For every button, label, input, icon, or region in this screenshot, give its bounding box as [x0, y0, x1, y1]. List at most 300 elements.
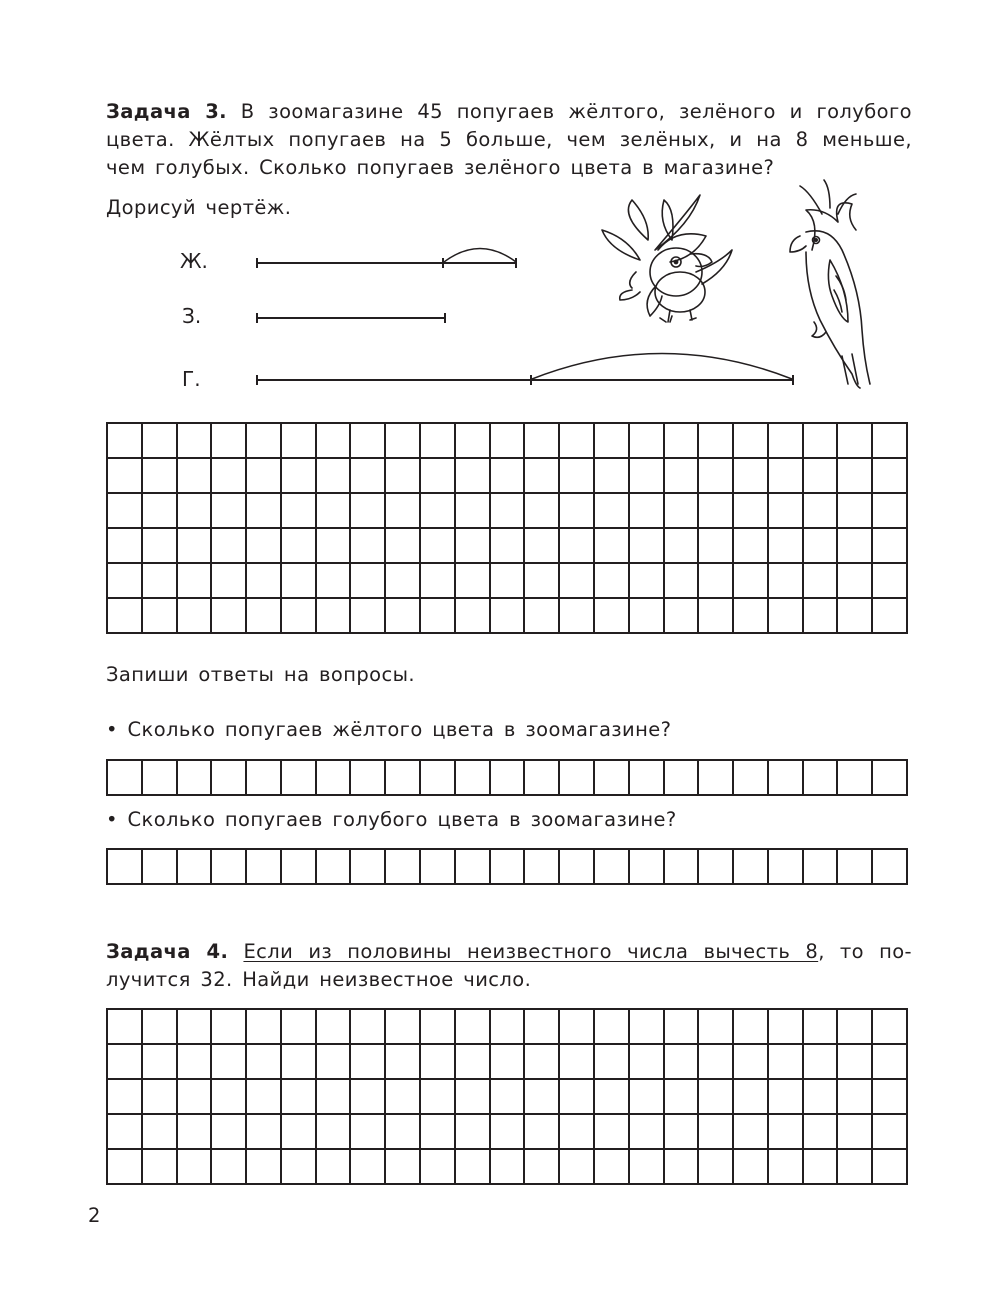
grid-cell[interactable] — [108, 599, 143, 634]
grid-cell[interactable] — [769, 1080, 804, 1115]
grid-cell[interactable] — [282, 459, 317, 494]
grid-cell[interactable] — [699, 1045, 734, 1080]
grid-cell[interactable] — [804, 1115, 839, 1150]
grid-cell[interactable] — [630, 599, 665, 634]
grid-cell[interactable] — [143, 1045, 178, 1080]
grid-cell[interactable] — [212, 599, 247, 634]
grid-cell[interactable] — [143, 1080, 178, 1115]
grid-cell[interactable] — [317, 761, 352, 796]
grid-cell[interactable] — [456, 1010, 491, 1045]
grid-cell[interactable] — [630, 564, 665, 599]
grid-cell[interactable] — [178, 599, 213, 634]
grid-cell[interactable] — [108, 564, 143, 599]
grid-cell[interactable] — [386, 850, 421, 885]
grid-cell[interactable] — [699, 564, 734, 599]
answer-yellow-grid[interactable] — [106, 759, 908, 796]
grid-cell[interactable] — [525, 424, 560, 459]
grid-cell[interactable] — [108, 1115, 143, 1150]
task3-answer-grid[interactable] — [106, 422, 908, 634]
grid-cell[interactable] — [456, 1080, 491, 1115]
grid-cell[interactable] — [838, 1150, 873, 1185]
grid-cell[interactable] — [178, 1080, 213, 1115]
grid-cell[interactable] — [491, 599, 526, 634]
grid-cell[interactable] — [491, 459, 526, 494]
grid-cell[interactable] — [178, 424, 213, 459]
grid-cell[interactable] — [630, 1080, 665, 1115]
grid-cell[interactable] — [317, 599, 352, 634]
grid-cell[interactable] — [804, 459, 839, 494]
grid-cell[interactable] — [699, 529, 734, 564]
grid-cell[interactable] — [804, 494, 839, 529]
grid-cell[interactable] — [769, 599, 804, 634]
grid-cell[interactable] — [178, 761, 213, 796]
grid-cell[interactable] — [630, 494, 665, 529]
grid-cell[interactable] — [595, 599, 630, 634]
grid-cell[interactable] — [665, 599, 700, 634]
grid-cell[interactable] — [456, 1115, 491, 1150]
grid-cell[interactable] — [491, 1010, 526, 1045]
grid-cell[interactable] — [491, 564, 526, 599]
grid-cell[interactable] — [873, 850, 908, 885]
grid-cell[interactable] — [212, 459, 247, 494]
grid-cell[interactable] — [734, 459, 769, 494]
grid-cell[interactable] — [456, 424, 491, 459]
grid-cell[interactable] — [386, 1080, 421, 1115]
grid-cell[interactable] — [769, 564, 804, 599]
grid-cell[interactable] — [525, 761, 560, 796]
grid-cell[interactable] — [838, 424, 873, 459]
grid-cell[interactable] — [630, 1115, 665, 1150]
grid-cell[interactable] — [595, 1010, 630, 1045]
grid-cell[interactable] — [351, 1115, 386, 1150]
grid-cell[interactable] — [804, 850, 839, 885]
grid-cell[interactable] — [351, 494, 386, 529]
grid-cell[interactable] — [317, 850, 352, 885]
grid-cell[interactable] — [247, 529, 282, 564]
grid-cell[interactable] — [421, 850, 456, 885]
grid-cell[interactable] — [873, 1080, 908, 1115]
grid-cell[interactable] — [108, 424, 143, 459]
grid-cell[interactable] — [665, 1080, 700, 1115]
grid-cell[interactable] — [317, 494, 352, 529]
grid-cell[interactable] — [317, 1080, 352, 1115]
grid-cell[interactable] — [317, 459, 352, 494]
grid-cell[interactable] — [178, 494, 213, 529]
grid-cell[interactable] — [282, 761, 317, 796]
grid-cell[interactable] — [108, 1150, 143, 1185]
grid-cell[interactable] — [212, 424, 247, 459]
grid-cell[interactable] — [143, 1150, 178, 1185]
grid-cell[interactable] — [838, 1010, 873, 1045]
grid-cell[interactable] — [386, 1150, 421, 1185]
grid-cell[interactable] — [769, 529, 804, 564]
grid-cell[interactable] — [665, 850, 700, 885]
grid-cell[interactable] — [734, 1115, 769, 1150]
grid-cell[interactable] — [560, 850, 595, 885]
grid-cell[interactable] — [178, 1045, 213, 1080]
grid-cell[interactable] — [212, 850, 247, 885]
grid-cell[interactable] — [873, 1115, 908, 1150]
grid-cell[interactable] — [386, 529, 421, 564]
grid-cell[interactable] — [804, 1150, 839, 1185]
grid-cell[interactable] — [595, 529, 630, 564]
grid-cell[interactable] — [351, 1080, 386, 1115]
grid-cell[interactable] — [699, 761, 734, 796]
grid-cell[interactable] — [699, 494, 734, 529]
grid-cell[interactable] — [630, 459, 665, 494]
grid-cell[interactable] — [247, 459, 282, 494]
grid-cell[interactable] — [282, 850, 317, 885]
grid-cell[interactable] — [282, 424, 317, 459]
grid-cell[interactable] — [247, 564, 282, 599]
grid-cell[interactable] — [873, 494, 908, 529]
grid-cell[interactable] — [595, 850, 630, 885]
grid-cell[interactable] — [769, 1115, 804, 1150]
grid-cell[interactable] — [282, 1080, 317, 1115]
grid-cell[interactable] — [525, 564, 560, 599]
grid-cell[interactable] — [769, 459, 804, 494]
grid-cell[interactable] — [734, 850, 769, 885]
grid-cell[interactable] — [108, 529, 143, 564]
grid-cell[interactable] — [351, 850, 386, 885]
grid-cell[interactable] — [560, 1080, 595, 1115]
grid-cell[interactable] — [838, 459, 873, 494]
grid-cell[interactable] — [665, 459, 700, 494]
grid-cell[interactable] — [282, 599, 317, 634]
grid-cell[interactable] — [838, 1045, 873, 1080]
grid-cell[interactable] — [282, 1150, 317, 1185]
grid-cell[interactable] — [108, 1010, 143, 1045]
grid-cell[interactable] — [560, 599, 595, 634]
grid-cell[interactable] — [247, 761, 282, 796]
grid-cell[interactable] — [769, 1045, 804, 1080]
grid-cell[interactable] — [212, 1115, 247, 1150]
grid-cell[interactable] — [665, 529, 700, 564]
grid-cell[interactable] — [247, 1150, 282, 1185]
grid-cell[interactable] — [386, 1045, 421, 1080]
grid-cell[interactable] — [212, 1150, 247, 1185]
grid-cell[interactable] — [178, 1150, 213, 1185]
grid-cell[interactable] — [386, 761, 421, 796]
grid-cell[interactable] — [560, 1045, 595, 1080]
grid-cell[interactable] — [838, 494, 873, 529]
grid-cell[interactable] — [212, 761, 247, 796]
grid-cell[interactable] — [143, 1010, 178, 1045]
grid-cell[interactable] — [421, 599, 456, 634]
grid-cell[interactable] — [212, 1045, 247, 1080]
grid-cell[interactable] — [421, 1080, 456, 1115]
grid-cell[interactable] — [421, 1045, 456, 1080]
grid-cell[interactable] — [143, 850, 178, 885]
grid-cell[interactable] — [630, 424, 665, 459]
grid-cell[interactable] — [630, 1150, 665, 1185]
grid-cell[interactable] — [421, 1150, 456, 1185]
grid-cell[interactable] — [838, 850, 873, 885]
grid-cell[interactable] — [769, 761, 804, 796]
grid-cell[interactable] — [665, 1115, 700, 1150]
grid-cell[interactable] — [212, 1080, 247, 1115]
grid-cell[interactable] — [351, 1010, 386, 1045]
grid-cell[interactable] — [143, 529, 178, 564]
grid-cell[interactable] — [317, 529, 352, 564]
grid-cell[interactable] — [525, 529, 560, 564]
grid-cell[interactable] — [630, 1010, 665, 1045]
grid-cell[interactable] — [421, 494, 456, 529]
grid-cell[interactable] — [838, 599, 873, 634]
grid-cell[interactable] — [491, 1150, 526, 1185]
grid-cell[interactable] — [421, 1115, 456, 1150]
grid-cell[interactable] — [734, 494, 769, 529]
grid-cell[interactable] — [421, 564, 456, 599]
grid-cell[interactable] — [386, 1010, 421, 1045]
grid-cell[interactable] — [421, 1010, 456, 1045]
grid-cell[interactable] — [178, 1010, 213, 1045]
grid-cell[interactable] — [491, 1080, 526, 1115]
grid-cell[interactable] — [665, 424, 700, 459]
grid-cell[interactable] — [699, 1010, 734, 1045]
grid-cell[interactable] — [769, 850, 804, 885]
grid-cell[interactable] — [247, 599, 282, 634]
grid-cell[interactable] — [525, 850, 560, 885]
grid-cell[interactable] — [665, 761, 700, 796]
grid-cell[interactable] — [769, 424, 804, 459]
grid-cell[interactable] — [873, 424, 908, 459]
grid-cell[interactable] — [108, 1080, 143, 1115]
grid-cell[interactable] — [351, 1150, 386, 1185]
grid-cell[interactable] — [873, 1045, 908, 1080]
grid-cell[interactable] — [421, 529, 456, 564]
grid-cell[interactable] — [143, 599, 178, 634]
grid-cell[interactable] — [456, 529, 491, 564]
grid-cell[interactable] — [560, 529, 595, 564]
grid-cell[interactable] — [804, 1045, 839, 1080]
grid-cell[interactable] — [386, 494, 421, 529]
grid-cell[interactable] — [734, 1045, 769, 1080]
grid-cell[interactable] — [734, 1010, 769, 1045]
grid-cell[interactable] — [456, 761, 491, 796]
grid-cell[interactable] — [247, 494, 282, 529]
grid-cell[interactable] — [665, 1150, 700, 1185]
grid-cell[interactable] — [456, 850, 491, 885]
grid-cell[interactable] — [386, 1115, 421, 1150]
grid-cell[interactable] — [491, 850, 526, 885]
grid-cell[interactable] — [595, 1080, 630, 1115]
grid-cell[interactable] — [143, 1115, 178, 1150]
grid-cell[interactable] — [491, 1115, 526, 1150]
grid-cell[interactable] — [734, 599, 769, 634]
grid-cell[interactable] — [595, 564, 630, 599]
grid-cell[interactable] — [351, 424, 386, 459]
grid-cell[interactable] — [143, 761, 178, 796]
grid-cell[interactable] — [386, 459, 421, 494]
grid-cell[interactable] — [665, 564, 700, 599]
grid-cell[interactable] — [178, 459, 213, 494]
grid-cell[interactable] — [143, 564, 178, 599]
grid-cell[interactable] — [351, 599, 386, 634]
grid-cell[interactable] — [212, 564, 247, 599]
grid-cell[interactable] — [734, 761, 769, 796]
grid-cell[interactable] — [873, 529, 908, 564]
grid-cell[interactable] — [630, 850, 665, 885]
grid-cell[interactable] — [560, 424, 595, 459]
grid-cell[interactable] — [560, 494, 595, 529]
grid-cell[interactable] — [665, 1045, 700, 1080]
grid-cell[interactable] — [282, 1045, 317, 1080]
grid-cell[interactable] — [525, 599, 560, 634]
grid-cell[interactable] — [317, 1115, 352, 1150]
grid-cell[interactable] — [873, 459, 908, 494]
grid-cell[interactable] — [838, 1115, 873, 1150]
grid-cell[interactable] — [525, 1045, 560, 1080]
grid-cell[interactable] — [491, 761, 526, 796]
grid-cell[interactable] — [525, 1115, 560, 1150]
grid-cell[interactable] — [595, 761, 630, 796]
grid-cell[interactable] — [143, 459, 178, 494]
grid-cell[interactable] — [351, 459, 386, 494]
grid-cell[interactable] — [317, 564, 352, 599]
grid-cell[interactable] — [560, 564, 595, 599]
grid-cell[interactable] — [456, 459, 491, 494]
grid-cell[interactable] — [491, 1045, 526, 1080]
grid-cell[interactable] — [247, 850, 282, 885]
grid-cell[interactable] — [456, 599, 491, 634]
grid-cell[interactable] — [804, 564, 839, 599]
grid-cell[interactable] — [595, 1115, 630, 1150]
grid-cell[interactable] — [317, 1150, 352, 1185]
grid-cell[interactable] — [456, 1150, 491, 1185]
grid-cell[interactable] — [699, 1115, 734, 1150]
grid-cell[interactable] — [630, 761, 665, 796]
grid-cell[interactable] — [491, 494, 526, 529]
grid-cell[interactable] — [178, 1115, 213, 1150]
grid-cell[interactable] — [525, 1080, 560, 1115]
grid-cell[interactable] — [282, 564, 317, 599]
grid-cell[interactable] — [386, 599, 421, 634]
grid-cell[interactable] — [247, 1010, 282, 1045]
grid-cell[interactable] — [317, 1010, 352, 1045]
task4-answer-grid[interactable] — [106, 1008, 908, 1185]
grid-cell[interactable] — [699, 1150, 734, 1185]
grid-cell[interactable] — [108, 459, 143, 494]
grid-cell[interactable] — [351, 761, 386, 796]
grid-cell[interactable] — [421, 761, 456, 796]
grid-cell[interactable] — [595, 459, 630, 494]
grid-cell[interactable] — [734, 529, 769, 564]
grid-cell[interactable] — [317, 424, 352, 459]
grid-cell[interactable] — [143, 494, 178, 529]
grid-cell[interactable] — [212, 494, 247, 529]
grid-cell[interactable] — [804, 599, 839, 634]
grid-cell[interactable] — [525, 1010, 560, 1045]
grid-cell[interactable] — [804, 424, 839, 459]
grid-cell[interactable] — [699, 1080, 734, 1115]
grid-cell[interactable] — [108, 1045, 143, 1080]
grid-cell[interactable] — [178, 850, 213, 885]
grid-cell[interactable] — [317, 1045, 352, 1080]
grid-cell[interactable] — [421, 459, 456, 494]
grid-cell[interactable] — [525, 459, 560, 494]
grid-cell[interactable] — [560, 459, 595, 494]
grid-cell[interactable] — [734, 1150, 769, 1185]
grid-cell[interactable] — [804, 529, 839, 564]
grid-cell[interactable] — [734, 1080, 769, 1115]
grid-cell[interactable] — [595, 424, 630, 459]
grid-cell[interactable] — [351, 1045, 386, 1080]
grid-cell[interactable] — [769, 1010, 804, 1045]
grid-cell[interactable] — [595, 1045, 630, 1080]
grid-cell[interactable] — [351, 564, 386, 599]
grid-cell[interactable] — [247, 1115, 282, 1150]
grid-cell[interactable] — [873, 1150, 908, 1185]
grid-cell[interactable] — [421, 424, 456, 459]
grid-cell[interactable] — [456, 1045, 491, 1080]
grid-cell[interactable] — [282, 1115, 317, 1150]
grid-cell[interactable] — [282, 494, 317, 529]
grid-cell[interactable] — [525, 494, 560, 529]
grid-cell[interactable] — [595, 1150, 630, 1185]
grid-cell[interactable] — [873, 1010, 908, 1045]
grid-cell[interactable] — [699, 424, 734, 459]
grid-cell[interactable] — [456, 564, 491, 599]
grid-cell[interactable] — [630, 1045, 665, 1080]
grid-cell[interactable] — [212, 529, 247, 564]
grid-cell[interactable] — [699, 459, 734, 494]
grid-cell[interactable] — [699, 599, 734, 634]
grid-cell[interactable] — [386, 424, 421, 459]
grid-cell[interactable] — [282, 1010, 317, 1045]
grid-cell[interactable] — [804, 1080, 839, 1115]
grid-cell[interactable] — [665, 1010, 700, 1045]
grid-cell[interactable] — [734, 424, 769, 459]
grid-cell[interactable] — [734, 564, 769, 599]
grid-cell[interactable] — [491, 424, 526, 459]
grid-cell[interactable] — [595, 494, 630, 529]
answer-blue-grid[interactable] — [106, 848, 908, 885]
grid-cell[interactable] — [873, 599, 908, 634]
grid-cell[interactable] — [491, 529, 526, 564]
grid-cell[interactable] — [873, 761, 908, 796]
grid-cell[interactable] — [247, 424, 282, 459]
grid-cell[interactable] — [838, 564, 873, 599]
grid-cell[interactable] — [769, 1150, 804, 1185]
grid-cell[interactable] — [108, 850, 143, 885]
grid-cell[interactable] — [525, 1150, 560, 1185]
grid-cell[interactable] — [873, 564, 908, 599]
grid-cell[interactable] — [108, 761, 143, 796]
grid-cell[interactable] — [560, 1150, 595, 1185]
grid-cell[interactable] — [560, 1115, 595, 1150]
grid-cell[interactable] — [212, 1010, 247, 1045]
grid-cell[interactable] — [630, 529, 665, 564]
grid-cell[interactable] — [699, 850, 734, 885]
grid-cell[interactable] — [838, 1080, 873, 1115]
grid-cell[interactable] — [282, 529, 317, 564]
grid-cell[interactable] — [351, 529, 386, 564]
grid-cell[interactable] — [386, 564, 421, 599]
grid-cell[interactable] — [804, 1010, 839, 1045]
grid-cell[interactable] — [804, 761, 839, 796]
grid-cell[interactable] — [247, 1045, 282, 1080]
grid-cell[interactable] — [108, 494, 143, 529]
grid-cell[interactable] — [178, 529, 213, 564]
grid-cell[interactable] — [665, 494, 700, 529]
grid-cell[interactable] — [838, 761, 873, 796]
grid-cell[interactable] — [560, 761, 595, 796]
grid-cell[interactable] — [143, 424, 178, 459]
grid-cell[interactable] — [456, 494, 491, 529]
grid-cell[interactable] — [560, 1010, 595, 1045]
grid-cell[interactable] — [247, 1080, 282, 1115]
